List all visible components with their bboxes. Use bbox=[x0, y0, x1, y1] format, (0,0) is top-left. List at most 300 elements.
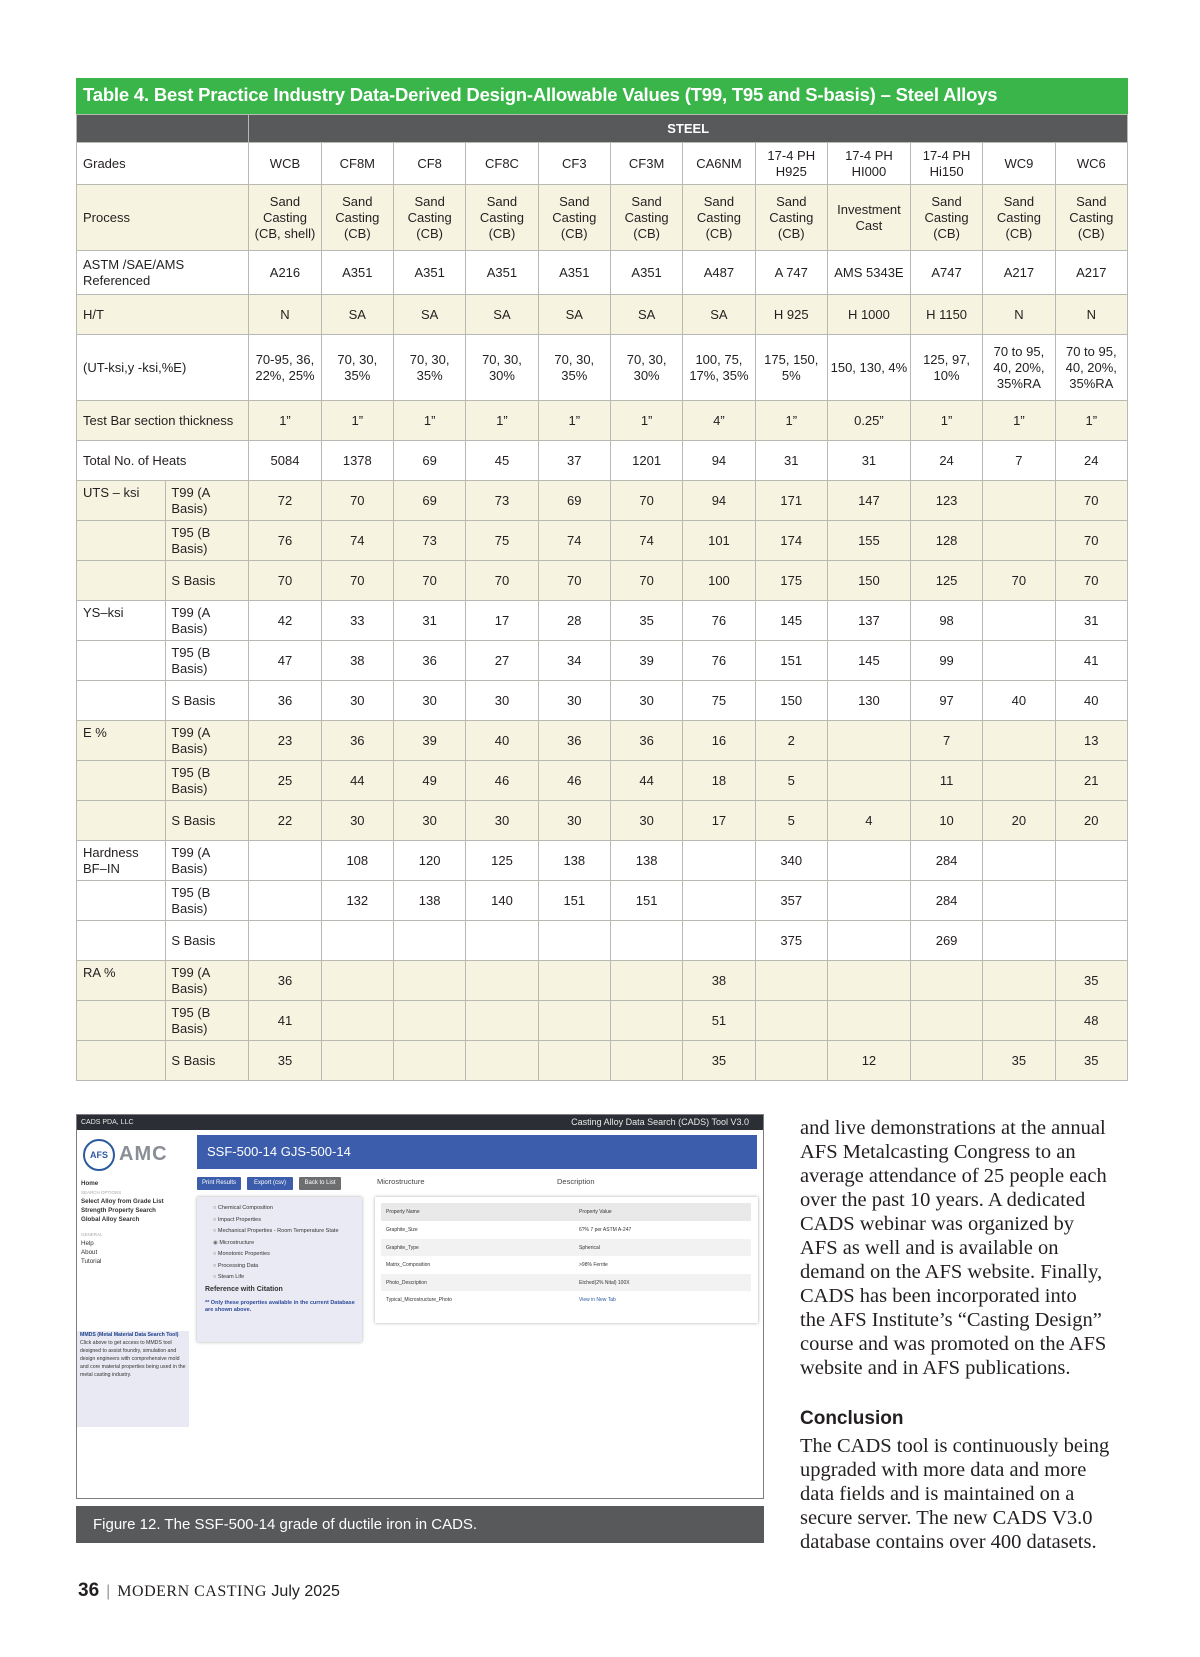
table-cell: 150, 130, 4% bbox=[827, 335, 910, 401]
table-row bbox=[77, 761, 1128, 801]
table-cell: 39 bbox=[610, 641, 682, 681]
table-cell: 98 bbox=[910, 601, 982, 641]
table-cell bbox=[466, 921, 538, 961]
table-cell: 5 bbox=[755, 801, 827, 841]
row-basis-label: T95 (B Basis) bbox=[166, 641, 249, 681]
table-row bbox=[77, 561, 1128, 601]
issue-date: July 2025 bbox=[271, 1583, 340, 1600]
radio-icon[interactable]: ○ bbox=[213, 1216, 218, 1223]
table-cell bbox=[983, 761, 1055, 801]
table-cell: 30 bbox=[321, 681, 393, 721]
table-row bbox=[77, 143, 1128, 185]
description-heading: Description bbox=[557, 1177, 595, 1186]
table-cell: H 1000 bbox=[827, 295, 910, 335]
table-cell: SA bbox=[466, 295, 538, 335]
row-basis-label: S Basis bbox=[166, 561, 249, 601]
table-cell bbox=[983, 641, 1055, 681]
property-name: Photo_Description bbox=[386, 1279, 427, 1286]
article-body bbox=[800, 1116, 1130, 1380]
table-cell: 101 bbox=[683, 521, 755, 561]
row-basis-label: S Basis bbox=[166, 921, 249, 961]
table-cell: 7 bbox=[910, 721, 982, 761]
table-cell: A351 bbox=[321, 251, 393, 295]
table-cell bbox=[755, 961, 827, 1001]
table-cell: CA6NM bbox=[683, 143, 755, 185]
table-cell: CF8C bbox=[466, 143, 538, 185]
row-group-label bbox=[77, 561, 166, 601]
sidebar-help[interactable]: Help bbox=[81, 1240, 94, 1247]
magazine-name: MODERN CASTING bbox=[117, 1583, 267, 1600]
table-cell: 74 bbox=[321, 521, 393, 561]
table-cell bbox=[983, 961, 1055, 1001]
table-cell bbox=[466, 1041, 538, 1081]
radio-icon[interactable]: ○ bbox=[213, 1262, 218, 1269]
table-cell: A217 bbox=[1055, 251, 1127, 295]
table-cell: 151 bbox=[538, 881, 610, 921]
table-cell: 70 to 95, 40, 20%, 35%RA bbox=[983, 335, 1055, 401]
table-cell: SA bbox=[538, 295, 610, 335]
property-option[interactable] bbox=[205, 1261, 362, 1273]
table-cell: 30 bbox=[466, 681, 538, 721]
cads-topbar bbox=[77, 1115, 763, 1130]
table-cell: 27 bbox=[466, 641, 538, 681]
steel-header-row bbox=[77, 115, 1128, 143]
property-option-label: Processing Data bbox=[217, 1262, 259, 1269]
table-cell: 100, 75, 17%, 35% bbox=[683, 335, 755, 401]
table-cell: 74 bbox=[610, 521, 682, 561]
table-cell: 40 bbox=[983, 681, 1055, 721]
table-cell: 70 bbox=[538, 561, 610, 601]
row-basis-label: S Basis bbox=[166, 681, 249, 721]
table-cell bbox=[249, 921, 321, 961]
row-group-label bbox=[77, 801, 166, 841]
table-cell: 70, 30, 35% bbox=[393, 335, 465, 401]
row-group-label bbox=[77, 521, 166, 561]
table-cell: 0.25” bbox=[827, 401, 910, 441]
conclusion-line: upgraded with more data and more bbox=[800, 1459, 1087, 1481]
property-value: >98% Ferrite bbox=[579, 1262, 608, 1268]
table-cell: 35 bbox=[1055, 961, 1127, 1001]
table-cell: 17-4 PH Hi150 bbox=[910, 143, 982, 185]
body-line: average attendance of 25 people each bbox=[800, 1165, 1107, 1187]
table-cell: N bbox=[983, 295, 1055, 335]
table-cell: 12 bbox=[827, 1041, 910, 1081]
table-cell: A747 bbox=[910, 251, 982, 295]
property-value: Spherical bbox=[579, 1244, 600, 1251]
back-to-list-button[interactable]: Back to List bbox=[299, 1177, 341, 1190]
table-cell: 23 bbox=[249, 721, 321, 761]
property-value[interactable]: View in New Tab bbox=[579, 1297, 616, 1303]
table-cell bbox=[755, 1001, 827, 1041]
microstructure-heading: Microstructure bbox=[377, 1177, 425, 1186]
table-cell bbox=[910, 1041, 982, 1081]
table-cell: Sand Casting (CB) bbox=[755, 185, 827, 251]
table-cell: 269 bbox=[910, 921, 982, 961]
table-cell: 48 bbox=[1055, 1001, 1127, 1041]
table-cell: Sand Casting (CB) bbox=[1055, 185, 1127, 251]
table-cell: 155 bbox=[827, 521, 910, 561]
sidebar-about[interactable]: About bbox=[81, 1249, 98, 1256]
table-cell: 108 bbox=[321, 841, 393, 881]
table-cell: 25 bbox=[249, 761, 321, 801]
table-cell: 174 bbox=[755, 521, 827, 561]
property-options bbox=[197, 1203, 362, 1284]
row-group-label bbox=[77, 881, 166, 921]
table-cell: 42 bbox=[249, 601, 321, 641]
property-option[interactable] bbox=[205, 1238, 362, 1250]
body-line: course and was promoted on the AFS bbox=[800, 1333, 1107, 1355]
radio-icon[interactable]: ○ bbox=[213, 1205, 218, 1211]
table-cell: 1378 bbox=[321, 441, 393, 481]
row-basis-label: T95 (B Basis) bbox=[166, 881, 249, 921]
cads-app-title: Casting Alloy Data Search (CADS) Tool V3.0 bbox=[571, 1117, 749, 1127]
table-cell bbox=[827, 841, 910, 881]
reference-citation-option[interactable]: Reference with Citation bbox=[205, 1285, 283, 1293]
body-line: AFS Metalcasting Congress to an bbox=[800, 1141, 1076, 1163]
table-cell: 30 bbox=[538, 801, 610, 841]
table-cell bbox=[321, 961, 393, 1001]
table-cell: 130 bbox=[827, 681, 910, 721]
radio-icon[interactable]: ○ bbox=[213, 1228, 218, 1234]
sidebar-global-search[interactable]: Global Alloy Search bbox=[81, 1216, 140, 1223]
table-cell: 17-4 PH HI000 bbox=[827, 143, 910, 185]
table-cell: CF8M bbox=[321, 143, 393, 185]
table-cell: 49 bbox=[393, 761, 465, 801]
table-cell: Sand Casting (CB) bbox=[610, 185, 682, 251]
table-cell: 17 bbox=[466, 601, 538, 641]
table-cell: 38 bbox=[683, 961, 755, 1001]
row-group-label bbox=[77, 761, 166, 801]
table-cell: 69 bbox=[538, 481, 610, 521]
table-cell bbox=[983, 601, 1055, 641]
export-csv-button[interactable]: Export (csv) bbox=[247, 1177, 293, 1190]
table-cell: 39 bbox=[393, 721, 465, 761]
property-option-label: Microstructure bbox=[219, 1239, 255, 1246]
table-cell: A351 bbox=[393, 251, 465, 295]
table-cell: 125, 97, 10% bbox=[910, 335, 982, 401]
table-cell: 125 bbox=[910, 561, 982, 601]
table-cell: 41 bbox=[1055, 641, 1127, 681]
row-group-label: UTS – ksi bbox=[77, 481, 166, 521]
table-cell: Sand Casting (CB) bbox=[910, 185, 982, 251]
table-cell: 10 bbox=[910, 801, 982, 841]
table-cell: 145 bbox=[827, 641, 910, 681]
table-cell: 76 bbox=[683, 601, 755, 641]
sidebar-tutorial[interactable]: Tutorial bbox=[81, 1258, 102, 1265]
table-row bbox=[77, 251, 1128, 295]
table-cell: 40 bbox=[1055, 681, 1127, 721]
table-cell: 70 bbox=[983, 561, 1055, 601]
afs-amc-logo bbox=[83, 1139, 183, 1173]
table-cell: 1” bbox=[983, 401, 1055, 441]
table-cell bbox=[538, 921, 610, 961]
table-cell: Sand Casting (CB) bbox=[393, 185, 465, 251]
property-option-label: Impact Properties bbox=[217, 1216, 261, 1223]
table-cell: 1” bbox=[538, 401, 610, 441]
table-cell: 18 bbox=[683, 761, 755, 801]
table-cell: 41 bbox=[249, 1001, 321, 1041]
property-option-label: Mechanical Properties - Room Temperature State bbox=[217, 1228, 339, 1234]
table-cell: 44 bbox=[610, 761, 682, 801]
row-label: (UT-ksi,y -ksi,%E) bbox=[77, 335, 249, 401]
table-cell: 35 bbox=[610, 601, 682, 641]
row-label: Grades bbox=[77, 143, 249, 185]
row-label: Process bbox=[77, 185, 249, 251]
table-cell: 284 bbox=[910, 881, 982, 921]
table-cell: 31 bbox=[827, 441, 910, 481]
table-cell: 147 bbox=[827, 481, 910, 521]
table-cell: 47 bbox=[249, 641, 321, 681]
table-row bbox=[77, 961, 1128, 1001]
row-group-label bbox=[77, 1001, 166, 1041]
property-name: Matrix_Composition bbox=[386, 1262, 431, 1268]
row-label: Total No. of Heats bbox=[77, 441, 249, 481]
table-cell bbox=[827, 881, 910, 921]
table-row bbox=[77, 801, 1128, 841]
table-cell: 151 bbox=[610, 881, 682, 921]
table-cell: 70 bbox=[610, 481, 682, 521]
table-cell: 36 bbox=[538, 721, 610, 761]
property-option[interactable] bbox=[205, 1272, 362, 1284]
table-cell: 138 bbox=[393, 881, 465, 921]
table-cell bbox=[538, 1001, 610, 1041]
row-basis-label: T99 (A Basis) bbox=[166, 481, 249, 521]
table-cell: 73 bbox=[466, 481, 538, 521]
table-cell: 70 bbox=[610, 561, 682, 601]
table-cell: 137 bbox=[827, 601, 910, 641]
table-cell: A351 bbox=[610, 251, 682, 295]
table-cell: Sand Casting (CB) bbox=[683, 185, 755, 251]
table-cell: 75 bbox=[683, 681, 755, 721]
mmds-description: Click above to get access to MMDS tool designed to assist foundry, simulation and design engineers with comprehensive mold and core material properties being used in the metal casting industry. bbox=[80, 1340, 186, 1378]
table-cell: H 1150 bbox=[910, 295, 982, 335]
table-cell: 138 bbox=[538, 841, 610, 881]
sidebar-home[interactable]: Home bbox=[81, 1180, 99, 1187]
table-row bbox=[77, 441, 1128, 481]
table-cell: 36 bbox=[249, 961, 321, 1001]
table-cell: 33 bbox=[321, 601, 393, 641]
table-cell bbox=[538, 961, 610, 1001]
table-cell: 34 bbox=[538, 641, 610, 681]
radio-icon[interactable]: ○ bbox=[213, 1274, 218, 1280]
table-cell: 31 bbox=[755, 441, 827, 481]
table-cell: WCB bbox=[249, 143, 321, 185]
table-cell: 120 bbox=[393, 841, 465, 881]
row-basis-label: T99 (A Basis) bbox=[166, 721, 249, 761]
table-cell: 70 bbox=[1055, 481, 1127, 521]
table-cell: 76 bbox=[683, 641, 755, 681]
property-row bbox=[381, 1239, 751, 1257]
row-group-label bbox=[77, 921, 166, 961]
table-cell bbox=[983, 481, 1055, 521]
table-cell bbox=[393, 1001, 465, 1041]
table-cell: 11 bbox=[910, 761, 982, 801]
table-cell: 138 bbox=[610, 841, 682, 881]
table-cell bbox=[683, 921, 755, 961]
table-cell bbox=[683, 881, 755, 921]
property-row bbox=[381, 1274, 751, 1292]
conclusion-heading: Conclusion bbox=[800, 1408, 904, 1429]
table-cell bbox=[393, 921, 465, 961]
mmds-box bbox=[77, 1331, 189, 1427]
table-cell: 75 bbox=[466, 521, 538, 561]
table-row bbox=[77, 681, 1128, 721]
row-group-label: YS–ksi bbox=[77, 601, 166, 641]
table-cell: 132 bbox=[321, 881, 393, 921]
table-row bbox=[77, 185, 1128, 251]
body-line: CADS webinar was organized by bbox=[800, 1213, 1075, 1235]
table-cell: SA bbox=[610, 295, 682, 335]
table-row bbox=[77, 601, 1128, 641]
table-cell: 35 bbox=[683, 1041, 755, 1081]
table-cell: 1” bbox=[1055, 401, 1127, 441]
table-cell: A351 bbox=[538, 251, 610, 295]
table-cell bbox=[249, 841, 321, 881]
table-cell: 375 bbox=[755, 921, 827, 961]
sidebar-strength-search[interactable]: Strength Property Search bbox=[81, 1207, 156, 1214]
table-cell: 70 bbox=[1055, 521, 1127, 561]
table-cell: 24 bbox=[910, 441, 982, 481]
table-cell: 22 bbox=[249, 801, 321, 841]
table-cell: 140 bbox=[466, 881, 538, 921]
body-line: the AFS Institute’s “Casting Design” bbox=[800, 1309, 1102, 1331]
row-group-label bbox=[77, 1041, 166, 1081]
row-basis-label: T99 (A Basis) bbox=[166, 961, 249, 1001]
steel-group-header: STEEL bbox=[249, 115, 1128, 143]
body-line: AFS as well and is available on bbox=[800, 1237, 1059, 1259]
radio-icon[interactable]: ◉ bbox=[213, 1239, 220, 1246]
row-basis-label: T95 (B Basis) bbox=[166, 1001, 249, 1041]
row-basis-label: T99 (A Basis) bbox=[166, 601, 249, 641]
table-cell: 35 bbox=[983, 1041, 1055, 1081]
table-cell: Sand Casting (CB) bbox=[983, 185, 1055, 251]
sidebar-select-alloy[interactable]: Select Alloy from Grade List bbox=[81, 1198, 164, 1205]
property-row bbox=[381, 1256, 751, 1274]
amc-logo-text: AMC bbox=[119, 1143, 168, 1165]
table-cell: 150 bbox=[827, 561, 910, 601]
footer-separator: | bbox=[106, 1583, 111, 1600]
row-basis-label: S Basis bbox=[166, 801, 249, 841]
property-option[interactable] bbox=[205, 1203, 362, 1215]
conclusion-line: database contains over 400 datasets. bbox=[800, 1531, 1097, 1553]
table-cell bbox=[683, 841, 755, 881]
table-cell: 70 bbox=[249, 561, 321, 601]
table-cell: 100 bbox=[683, 561, 755, 601]
property-option-label: Steam Life bbox=[217, 1274, 245, 1280]
table-cell: 97 bbox=[910, 681, 982, 721]
property-option-label: Chemical Composition bbox=[217, 1205, 273, 1211]
table-cell: CF8 bbox=[393, 143, 465, 185]
table-cell: 17 bbox=[683, 801, 755, 841]
table-cell: 46 bbox=[538, 761, 610, 801]
table-cell: 70 bbox=[321, 561, 393, 601]
table-row bbox=[77, 295, 1128, 335]
table-cell: 70 to 95, 40, 20%, 35%RA bbox=[1055, 335, 1127, 401]
table-cell bbox=[827, 961, 910, 1001]
table-cell bbox=[755, 1041, 827, 1081]
cads-company: CADS PDA, LLC bbox=[81, 1119, 134, 1126]
table-cell: 1” bbox=[910, 401, 982, 441]
body-line: CADS has been incorporated into bbox=[800, 1285, 1077, 1307]
table-row bbox=[77, 721, 1128, 761]
table-cell: A217 bbox=[983, 251, 1055, 295]
table-cell: 51 bbox=[683, 1001, 755, 1041]
table-cell: CF3M bbox=[610, 143, 682, 185]
table-cell bbox=[610, 1041, 682, 1081]
table-cell: 94 bbox=[683, 481, 755, 521]
property-option[interactable] bbox=[205, 1249, 362, 1261]
row-basis-label: T95 (B Basis) bbox=[166, 761, 249, 801]
table-cell: 175, 150, 5% bbox=[755, 335, 827, 401]
table-cell bbox=[610, 961, 682, 1001]
table-cell: 1” bbox=[466, 401, 538, 441]
print-results-button[interactable]: Print Results bbox=[197, 1177, 241, 1190]
table-cell bbox=[827, 761, 910, 801]
body-line: and live demonstrations at the annual bbox=[800, 1117, 1106, 1139]
table-cell bbox=[1055, 841, 1127, 881]
table-cell: 70, 30, 35% bbox=[321, 335, 393, 401]
property-row bbox=[381, 1291, 751, 1309]
table-cell: SA bbox=[321, 295, 393, 335]
table-cell: 73 bbox=[393, 521, 465, 561]
table-cell bbox=[321, 1001, 393, 1041]
table-cell bbox=[983, 521, 1055, 561]
table-cell: 35 bbox=[249, 1041, 321, 1081]
table-cell: 36 bbox=[393, 641, 465, 681]
table-cell: 125 bbox=[466, 841, 538, 881]
table-cell bbox=[466, 961, 538, 1001]
mmds-link[interactable]: MMDS (Metal Material Data Search Tool) bbox=[80, 1332, 179, 1338]
table-cell bbox=[321, 1041, 393, 1081]
property-name: Graphite_Size bbox=[386, 1227, 418, 1233]
cads-screenshot bbox=[76, 1114, 764, 1499]
body-line: demand on the AFS website. Finally, bbox=[800, 1261, 1103, 1283]
body-line: over the past 10 years. A dedicated bbox=[800, 1189, 1086, 1211]
table-cell: 94 bbox=[683, 441, 755, 481]
table-cell: 1” bbox=[321, 401, 393, 441]
radio-icon[interactable]: ○ bbox=[213, 1251, 218, 1257]
table-cell bbox=[983, 841, 1055, 881]
table-cell: 340 bbox=[755, 841, 827, 881]
table-cell: 69 bbox=[393, 441, 465, 481]
conclusion-line: secure server. The new CADS V3.0 bbox=[800, 1507, 1093, 1529]
table-cell bbox=[827, 721, 910, 761]
table-cell: WC6 bbox=[1055, 143, 1127, 185]
body-line: website and in AFS publications. bbox=[800, 1357, 1071, 1379]
row-basis-label: S Basis bbox=[166, 1041, 249, 1081]
table-cell: 70 bbox=[393, 561, 465, 601]
property-option[interactable] bbox=[205, 1226, 362, 1238]
page-footer bbox=[78, 1580, 340, 1602]
table-cell: 28 bbox=[538, 601, 610, 641]
table-cell bbox=[983, 881, 1055, 921]
afs-logo-icon: AFS bbox=[83, 1139, 115, 1171]
table-title: Table 4. Best Practice Industry Data-Derived Design-Allowable Values (T99, T95 and S-basis) – Steel Alloys bbox=[76, 78, 1128, 114]
table-cell: Sand Casting (CB) bbox=[466, 185, 538, 251]
table-cell: 1” bbox=[610, 401, 682, 441]
table-cell: 70, 30, 35% bbox=[538, 335, 610, 401]
table-cell: 70-95, 36, 22%, 25% bbox=[249, 335, 321, 401]
table-cell: 37 bbox=[538, 441, 610, 481]
table-cell: 35 bbox=[1055, 1041, 1127, 1081]
conclusion-line: The CADS tool is continuously being bbox=[800, 1435, 1110, 1457]
table-cell: 31 bbox=[393, 601, 465, 641]
property-option[interactable] bbox=[205, 1215, 362, 1227]
sidebar-section-general: GENERAL bbox=[81, 1232, 103, 1237]
table-row bbox=[77, 641, 1128, 681]
table-row bbox=[77, 1041, 1128, 1081]
table-cell: WC9 bbox=[983, 143, 1055, 185]
